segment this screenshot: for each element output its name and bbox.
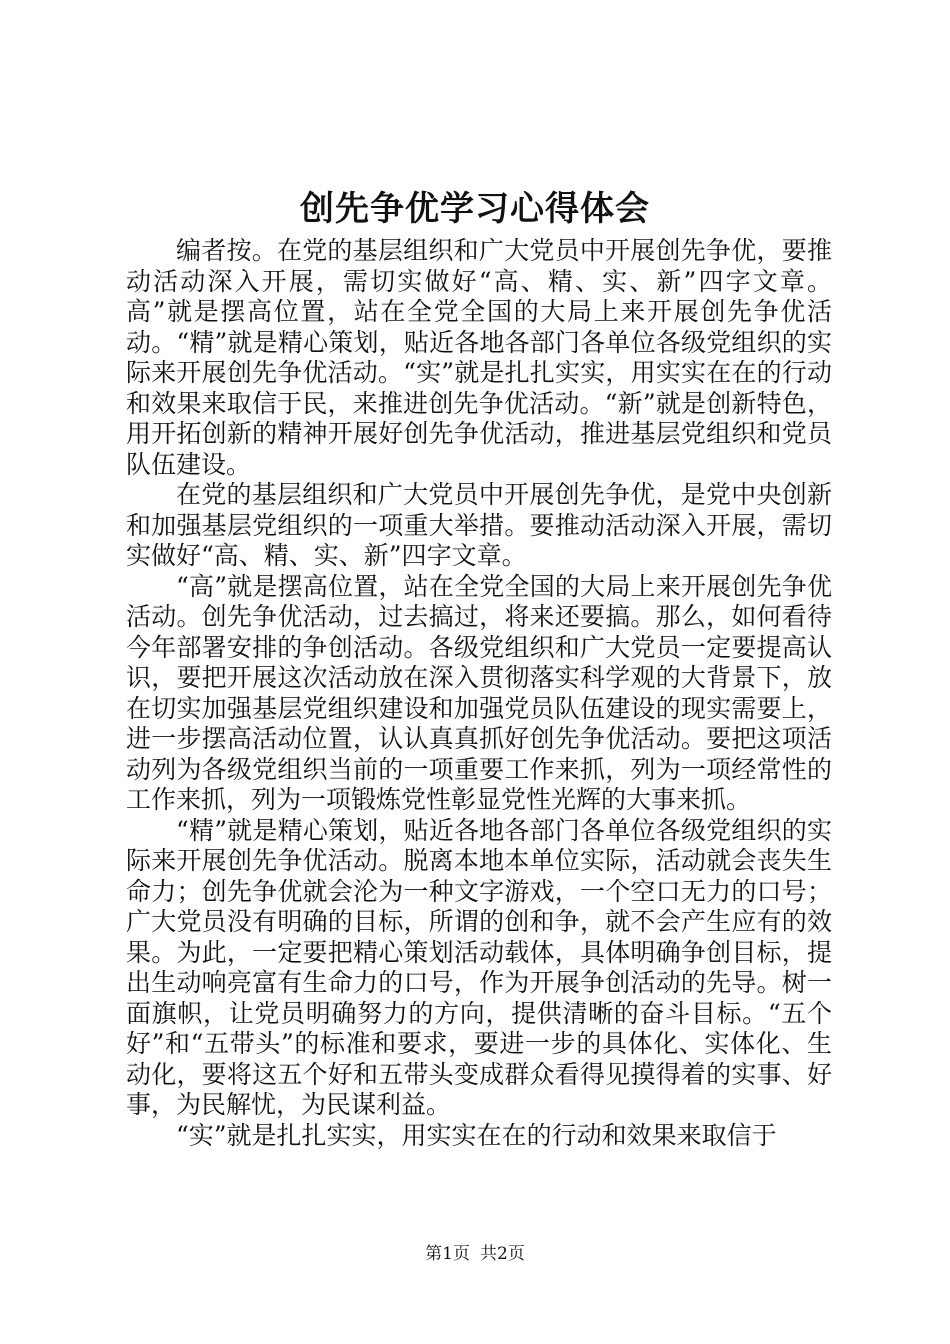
- page-footer: [0, 1242, 950, 1266]
- paragraph-intro: 在党的基层组织和广大党员中开展创先争优，是党中央创新和加强基层党组织的一项重大举措。要推动活动深入开展，需切实做好“高、精、实、新”四字文章。: [126, 480, 832, 570]
- document-body: [126, 236, 832, 1151]
- page-number-current: 第1页: [425, 1244, 470, 1264]
- paragraph-jing: “精”就是精心策划，贴近各地各部门各单位各级党组织的实际来开展创先争优活动。脱离本地本单位实际，活动就会丧失生命力；创先争优就会沦为一种文字游戏，一个空口无力的口号；广大党员没有明确的目标，所谓的创和争，就不会产生应有的效果。为此，一定要把精心策划活动载体，具体明确争创目标，提出生动响亮富有生命力的口号，作为开展争创活动的先导。树一面旗帜，让党员明确努力的方向，提供清晰的奋斗目标。“五个好”和“五带头”的标准和要求，要进一步的具体化、实体化、生动化，要将这五个好和五带头变成群众看得见摸得着的实事、好事，为民解忧，为民谋利益。: [126, 815, 832, 1119]
- page-number-total: 共2页: [480, 1244, 525, 1264]
- document-title: 创先争优学习心得体会: [300, 189, 650, 229]
- paragraph-editor-note: 编者按。在党的基层组织和广大党员中开展创先争优，要推动活动深入开展，需切实做好“高、精、实、新”四字文章。高”就是摆高位置，站在全党全国的大局上来开展创先争优活动。“精”就是精心策划，贴近各地各部门各单位各级党组织的实际来开展创先争优活动。“实”就是扎扎实实，用实实在在的行动和效果来取信于民，来推进创先争优活动。“新”就是创新特色，用开拓创新的精神开展好创先争优活动，推进基层党组织和党员队伍建设。: [126, 236, 832, 479]
- paragraph-shi: “实”就是扎扎实实，用实实在在的行动和效果来取信于: [176, 1120, 777, 1150]
- paragraph-gao: “高”就是摆高位置，站在全党全国的大局上来开展创先争优活动。创先争优活动，过去搞过，将来还要搞。那么，如何看待今年部署安排的争创活动。各级党组织和广大党员一定要提高认识，要把开展这次活动放在深入贯彻落实科学观的大背景下，放在切实加强基层党组织建设和加强党员队伍建设的现实需要上，进一步摆高活动位置，认认真真抓好创先争优活动。要把这项活动列为各级党组织当前的一项重要工作来抓，列为一项经常性的工作来抓，列为一项锻炼党性彰显党性光辉的大事来抓。: [126, 571, 832, 814]
